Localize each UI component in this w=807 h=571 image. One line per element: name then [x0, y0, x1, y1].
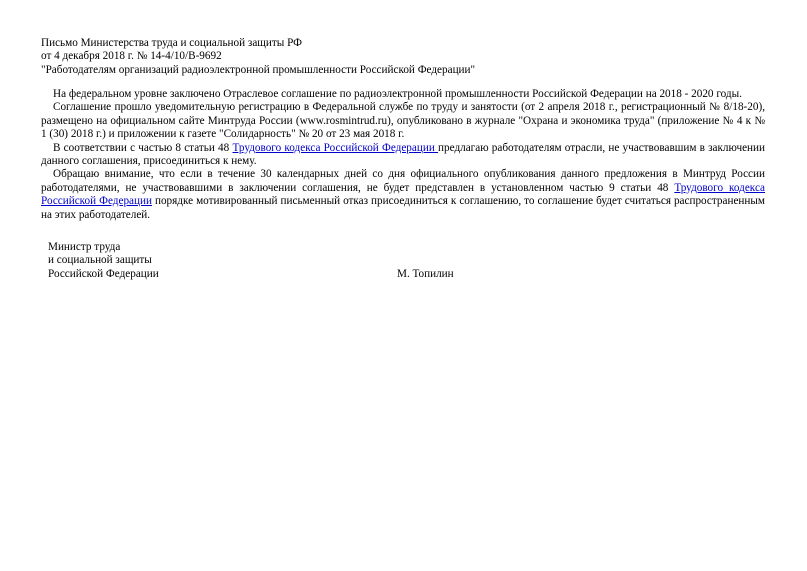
labor-code-link[interactable]: Трудового кодекса Российской Федерации [232, 141, 439, 154]
document-addressee: "Работодателям организаций радиоэлектронной промышленности Российской Федерации" [41, 63, 476, 76]
paragraph-text: порядке мотивированный письменный отказ присоединиться к соглашению, то соглашение будет считаться распространенным на этих работодателей. [41, 195, 766, 221]
paragraph-proposal [41, 142, 765, 169]
paragraph-text: На федеральном уровне заключено Отраслевое соглашение по радиоэлектронной промышленности Российской Федерации на 2018 - 2020 годы. [53, 88, 742, 100]
paragraph-agreement-concluded [41, 88, 765, 101]
paragraph-text: Обращаю внимание, что если в течение 30 календарных дней со дня официального опубликования данного предложения в Минтруд России работодателями, не участвовавшими в заключении соглашения, не будет представлен в установленном частью 9 статьи 48 [41, 168, 765, 194]
paragraph-text: предлагаю работодателям отрасли, не участвовавшим в заключении данного соглашения, присоединиться к нему. [41, 141, 766, 168]
paragraph-registration [41, 101, 765, 141]
document-title: Письмо Министерства труда и социальной защиты РФ [41, 37, 302, 49]
signatory-title-line1: Министр труда [48, 241, 121, 253]
paragraph-text: В соответствии с частью 8 статьи 48 [53, 141, 233, 154]
signature-block [48, 241, 468, 281]
paragraph-text: Соглашение прошло уведомительную регистрацию в Федеральной службе по труду и занятости (от 2 апреля 2018 г., регистрационный № 8/18-20), размещено на официальном сайте Минтруда России (www.rosmintrud.ru), опубликовано в журнале "Охрана и экономика труда" (приложение № 4 к № 1 (30) 2018 г.) и приложении к газете "Солидарность" № 20 от 23 мая 2018 г. [41, 101, 765, 141]
document-body [41, 88, 765, 222]
labor-code-link[interactable]: Трудового кодекса Российской Федерации [41, 181, 766, 208]
signatory-title-line2: и социальной защиты [48, 254, 152, 267]
document-date-number: от 4 декабря 2018 г. № 14-4/10/В-9692 [41, 50, 222, 63]
signatory-name: М. Топилин [397, 267, 454, 280]
signature-row [48, 268, 468, 281]
document-header [41, 37, 761, 77]
paragraph-notice [41, 168, 765, 222]
signatory-title-line3: Российской Федерации [48, 267, 159, 280]
